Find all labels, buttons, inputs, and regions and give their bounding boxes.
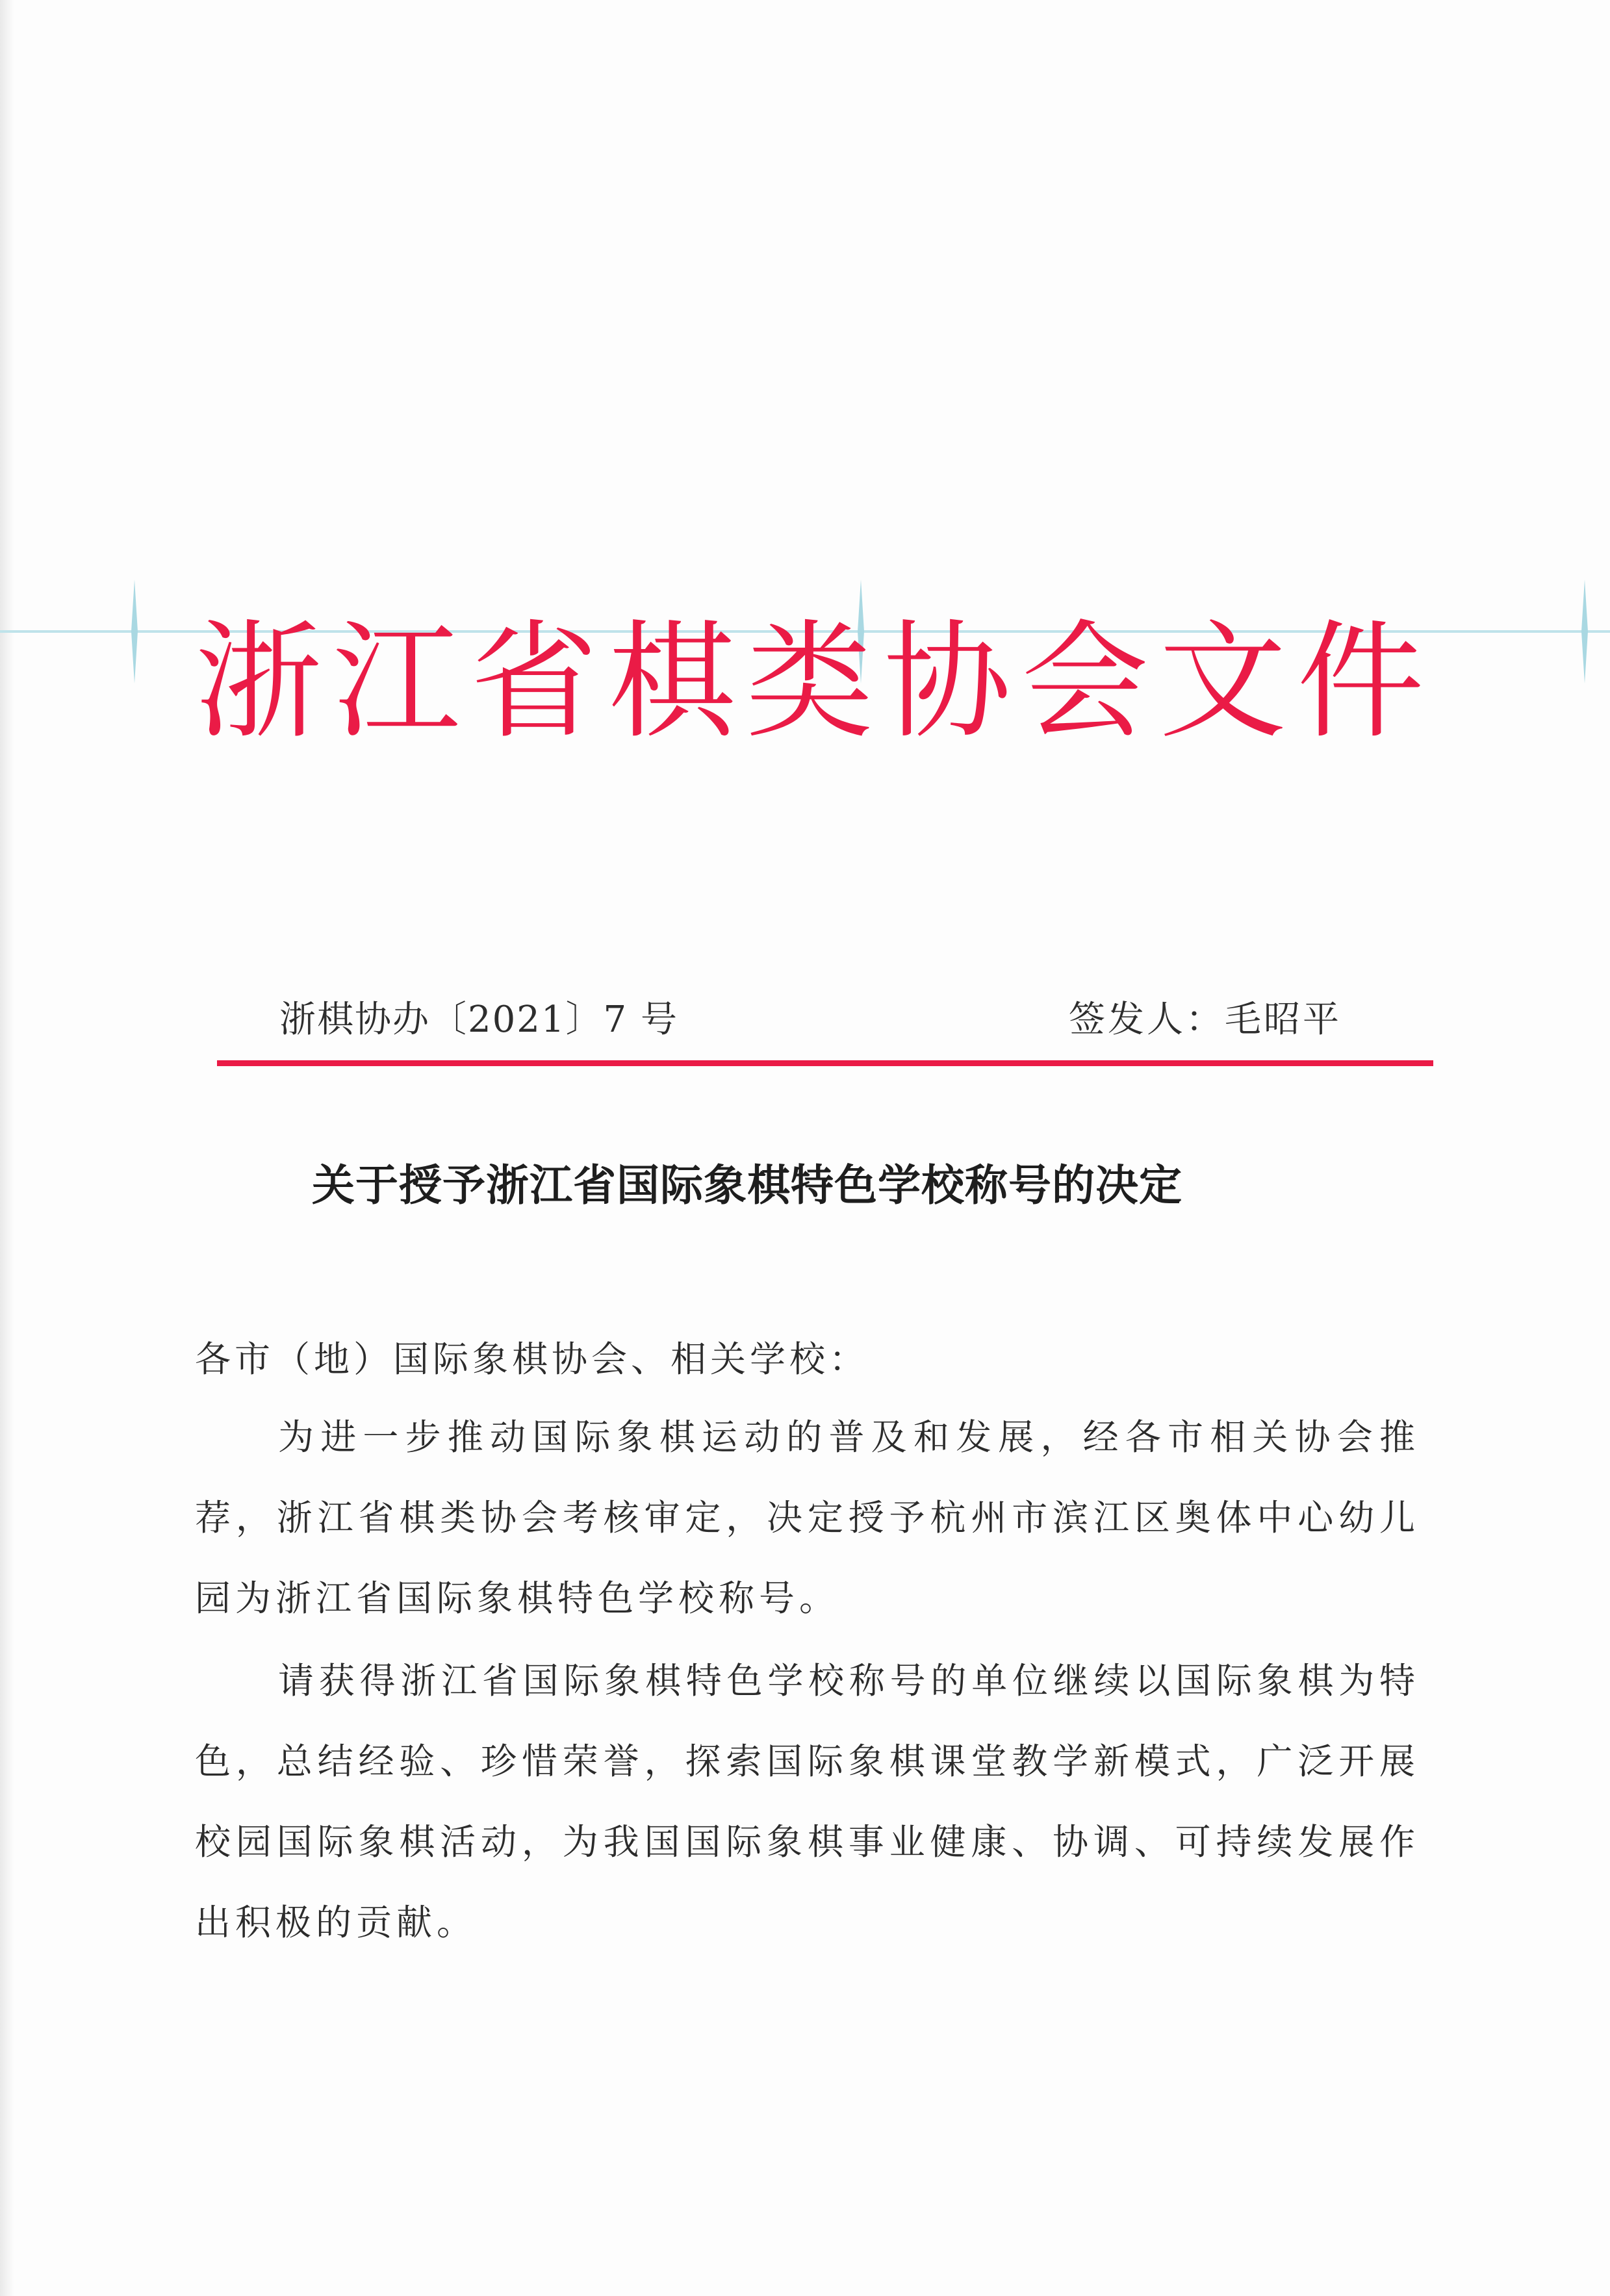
red-header-title: 浙江省棋类协会文件 [195, 608, 1435, 756]
scan-edge-shadow [0, 0, 14, 2296]
red-divider-line [217, 1060, 1433, 1066]
signer: 签发人：毛昭平 [1069, 999, 1342, 1041]
registration-mark-left [130, 580, 139, 683]
registration-mark-right [1580, 580, 1589, 683]
document-number: 浙棋协办〔2021〕7 号 [279, 999, 678, 1041]
body-paragraph: 为进一步推动国际象棋运动的普及和发展，经各市相关协会推荐，浙江省棋类协会考核审定，决定授予杭州市滨江区奥体中心幼儿园为浙江省国际象棋特色学校称号。 [195, 1416, 1420, 1619]
salutation: 各市（地）国际象棋协会、相关学校： [195, 1338, 869, 1380]
body-paragraph: 请获得浙江省国际象棋特色学校称号的单位继续以国际象棋为特色，总结经验、珍惜荣誉，探索国际象棋课堂教学新模式，广泛开展校园国际象棋活动，为我国国际象棋事业健康、协调、可持续发展作出积极的贡献。 [195, 1660, 1420, 1943]
decision-title: 关于授予浙江省国际象棋特色学校称号的决定 [312, 1160, 1182, 1210]
